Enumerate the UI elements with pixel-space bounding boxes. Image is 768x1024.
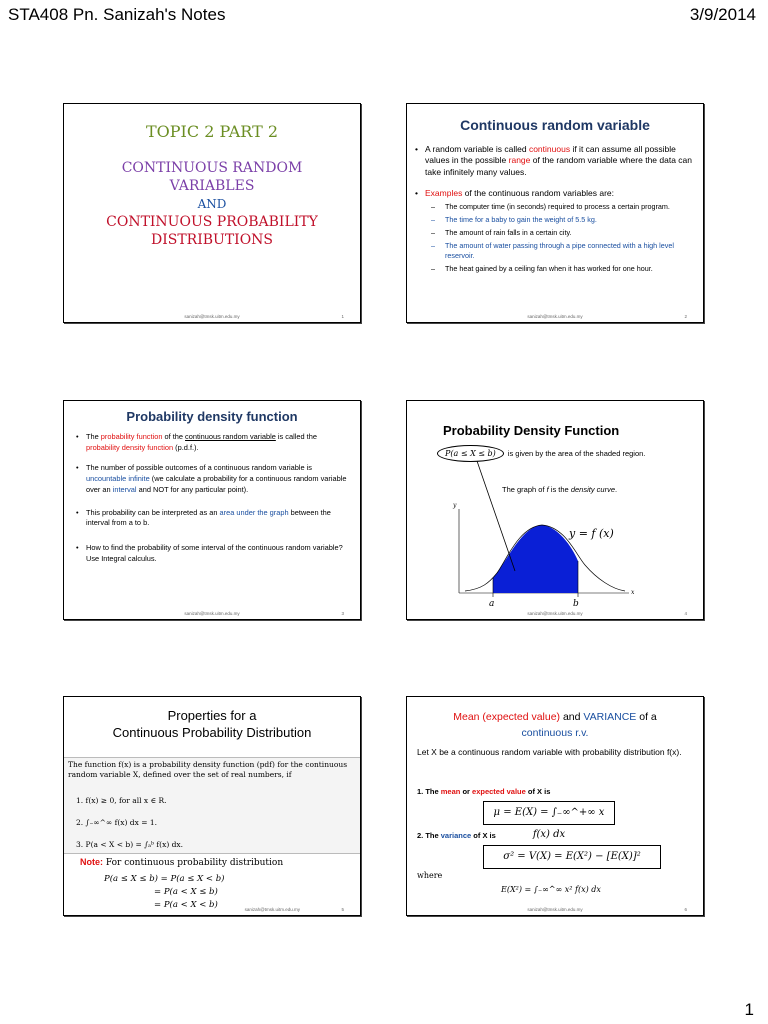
slide-number: 2 <box>684 314 687 319</box>
bullet-outcomes: • The number of possible outcomes of a continuous random variable is uncountable infinite (we calculate a probability for a continuous random variable over an interval and NOT for any particular point). <box>74 463 350 495</box>
equality-line: P(a ≤ X ≤ b) = P(a ≤ X < b) <box>104 874 225 884</box>
variance-formula: σ² = V(X) = E(X²) − [E(X)]² <box>483 845 661 869</box>
slide-5 <box>63 696 361 916</box>
example-item: – The amount of rain falls in a certain city. <box>431 228 697 238</box>
property-item: 3. P(a < X < b) = ∫ₐᵇ f(x) dx. <box>76 840 184 850</box>
property-item: 2. ∫₋∞^∞ f(x) dx = 1. <box>76 818 158 828</box>
slide-title: Continuous random variable <box>460 117 650 133</box>
title-line-1: Properties for a <box>167 708 257 723</box>
density-curve-chart <box>407 401 704 620</box>
topic-title: TOPIC 2 PART 2 <box>145 122 279 141</box>
equality-line: = P(a < X ≤ b) <box>154 887 218 897</box>
bullet-calculus: • How to find the probability of some interval of the continuous random variable? Use Integral calculus. <box>74 543 350 564</box>
slide-title: Mean (expected value) and VARIANCE of a <box>453 711 657 723</box>
slide-title: Probability Density Function <box>443 423 620 438</box>
title-line-4: DISTRIBUTIONS <box>150 232 274 248</box>
header-date: 3/9/2014 <box>689 5 756 24</box>
example-item: – The computer time (in seconds) required to process a certain program. <box>431 202 697 212</box>
shaded-region-text: is given by the area of the shaded region. <box>507 449 646 458</box>
density-curve-caption: The graph of f is the density curve. <box>502 485 618 494</box>
ex2-formula: E(X²) = ∫₋∞^∞ x² f(x) dx <box>501 885 601 894</box>
slide-6 <box>406 696 704 916</box>
slide-1 <box>63 103 361 323</box>
bullet-definition: • A random variable is called continuous if it can assume all possible values in the possible range of the random variable where the data can take infinitely many values. <box>413 144 697 178</box>
variance-label: 2. The variance of X is <box>417 831 496 840</box>
pdf-definition: The function f(x) is a probability density function (pdf) for the continuous random variable X, defined over the set of real numbers, if <box>68 760 348 780</box>
title-line-1: CONTINUOUS RANDOM <box>121 160 303 176</box>
example-item: – The time for a baby to gain the weight of 5.5 kg. <box>431 215 697 225</box>
slide-footer: sanizah@tmsk.uitm.edu.my <box>244 907 300 912</box>
bullet-examples: • Examples of the continuous random variables are: <box>413 188 697 199</box>
note-text: For continuous probability distribution <box>105 858 284 868</box>
label-a: a <box>489 599 495 609</box>
slide-footer: sanizah@tmsk.uitm.edu.my <box>527 611 583 616</box>
page-number: 1 <box>744 1000 754 1019</box>
mean-label: 1. The mean or expected value of X is <box>417 787 551 796</box>
title-and: AND <box>197 197 227 211</box>
bullet-pdf: • The probability function of the continuous random variable is called the probability density function (p.d.f.). <box>74 432 350 453</box>
bullet-area: • This probability can be interpreted as an area under the graph between the interval from a to b. <box>74 508 350 529</box>
slide-number: 3 <box>341 611 344 616</box>
slide-footer: sanizah@tmsk.uitm.edu.my <box>527 314 583 319</box>
intro-text: Let X be a continuous random variable with probability distribution f(x). <box>417 747 682 757</box>
slide-number: 6 <box>684 907 687 912</box>
property-item: 1. f(x) ≥ 0, for all x ∈ R. <box>76 796 167 806</box>
axis-x-label: x <box>631 589 635 596</box>
mean-formula: μ = E(X) = ∫₋∞^+∞ x f(x) dx <box>483 801 615 825</box>
slide-subtitle: continuous r.v. <box>521 727 589 739</box>
slide-number: 1 <box>341 314 344 319</box>
slide-4 <box>406 400 704 620</box>
slide-footer: sanizah@tmsk.uitm.edu.my <box>184 611 240 616</box>
example-item: – The heat gained by a ceiling fan when it has worked for one hour. <box>431 264 697 274</box>
title-line-2: Continuous Probability Distribution <box>112 725 312 740</box>
slide-2 <box>406 103 704 323</box>
example-item: – The amount of water passing through a pipe connected with a high level reservoir. <box>431 241 697 261</box>
slide-3 <box>63 400 361 620</box>
curve-label: y = f (x) <box>569 527 614 540</box>
header-title: STA408 Pn. Sanizah's Notes <box>8 5 226 24</box>
slide-number: 5 <box>341 907 344 912</box>
axis-y-label: y <box>453 502 457 509</box>
probability-expression: P(a ≤ X ≤ b) <box>437 445 504 462</box>
note-label: Note: <box>80 857 103 867</box>
slide-footer: sanizah@tmsk.uitm.edu.my <box>527 907 583 912</box>
title-line-3: CONTINUOUS PROBABILITY <box>106 214 318 230</box>
title-line-2: VARIABLES <box>169 178 255 194</box>
where-label: where <box>417 871 443 880</box>
slide-footer: sanizah@tmsk.uitm.edu.my <box>184 314 240 319</box>
slide-title: Probability density function <box>126 409 298 424</box>
slide-number: 4 <box>684 611 687 616</box>
equality-line: = P(a < X < b) <box>154 900 218 910</box>
label-b: b <box>573 599 579 609</box>
pointer-line <box>477 461 515 571</box>
